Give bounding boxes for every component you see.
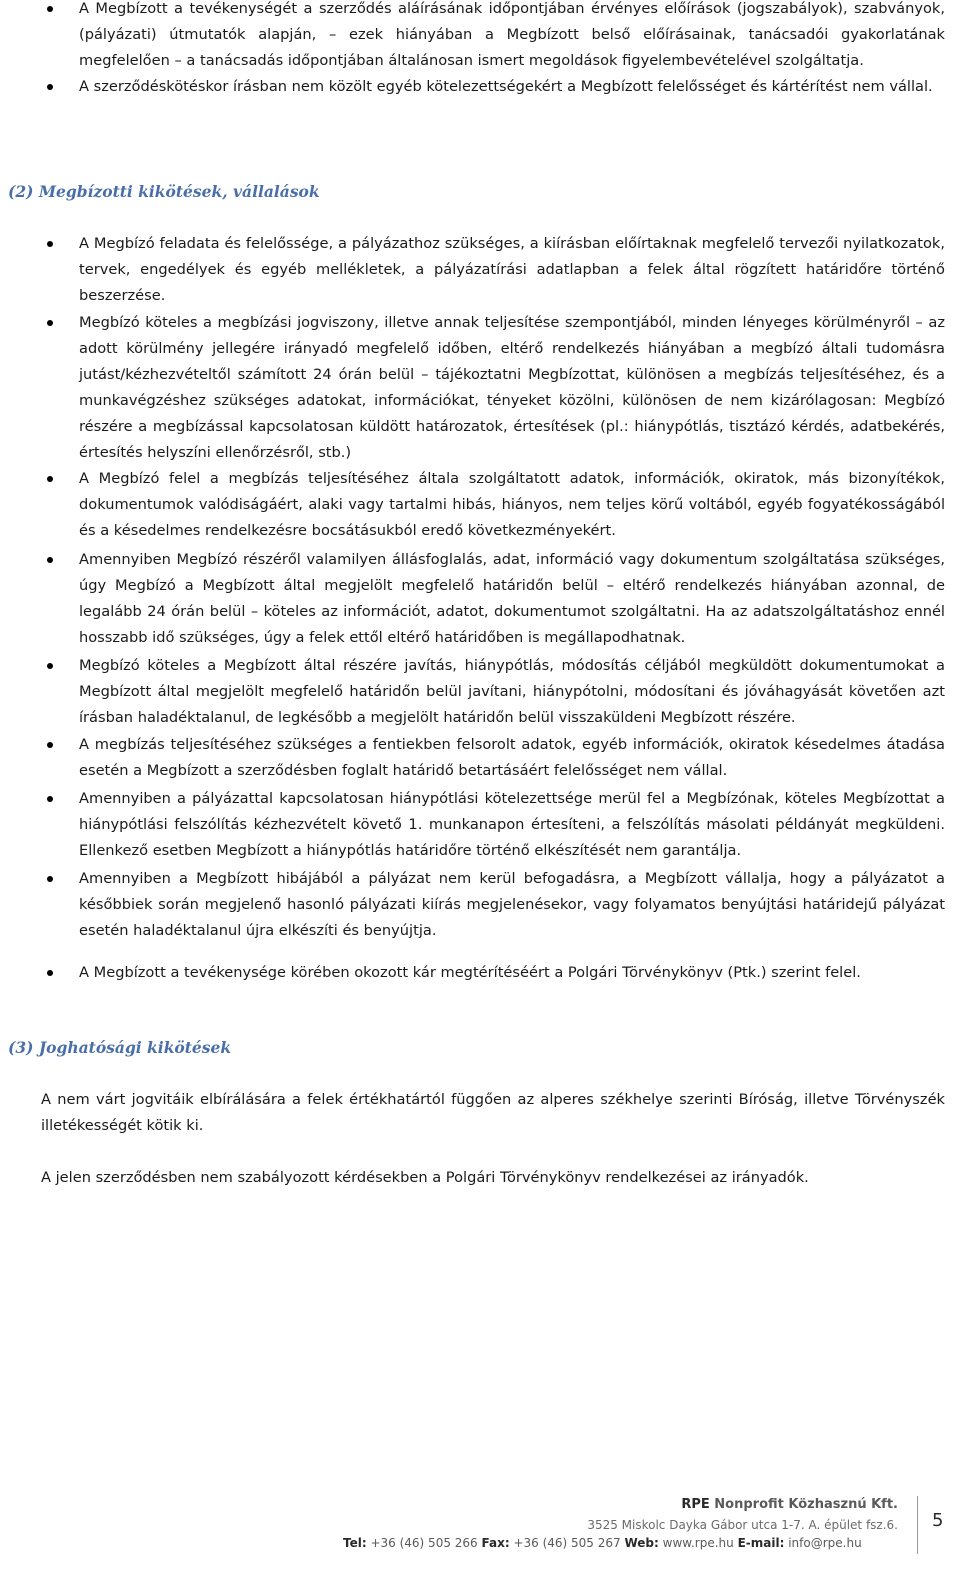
list-item-text: A Megbízó felel a megbízás teljesítéséhez általa szolgáltatott adatok, információk, okiratok, más bizonyítékok, dokumentumok valódiságáért, alaki vagy tartalmi hibás, hiányos, nem teljes körű voltából, egyéb fogyatékosságából és a késedelmes rendelkezésre bocsátásukból eredő következményekért. bbox=[79, 470, 945, 539]
list-item bbox=[79, 653, 945, 731]
list-item-text: A megbízás teljesítéséhez szükséges a fentiekben felsorolt adatok, egyéb információk, okiratok késedelmes átadása esetén a Megbízott a szerződésben foglalt határidő betartásáért felelősséget nem vállal. bbox=[79, 736, 945, 779]
list-item bbox=[79, 231, 945, 309]
list-item bbox=[79, 866, 945, 944]
list-item bbox=[79, 310, 945, 466]
section-heading: (2) Megbízotti kikötések, vállalások bbox=[8, 182, 320, 201]
footer-divider bbox=[917, 1496, 918, 1554]
list-item-text: Amennyiben Megbízó részéről valamilyen állásfoglalás, adat, információ vagy dokumentum szolgáltatása szükséges, úgy Megbízó a Megbízott által megjelölt megfelelő határidőn belül – eltérő rendelkezés hiányában azonnal, de legalább 24 órán belül – köteles az információt, adatot, dokumentumot szolgáltatni. Ha az adatszolgáltatáshoz ennél hosszabb idő szükséges, úgy a felek ettől eltérő határidőben is megállapodhatnak. bbox=[79, 551, 945, 646]
list-item-text: A Megbízó feladata és felelőssége, a pályázathoz szükséges, a kiírásban előírtaknak megfelelő tervezői nyilatkozatok, tervek, engedélyek és egyéb mellékletek, a pályázatírási adatlapban a felek által rögzített határidőre történő beszerzése. bbox=[79, 235, 945, 304]
list-item bbox=[79, 786, 945, 864]
bullet-icon bbox=[47, 320, 53, 326]
list-item-text: Amennyiben a Megbízott hibájából a pályázat nem kerül befogadásra, a Megbízott vállalja, hogy a pályázatot a későbbiek során megjelenő hasonló pályázati kiírás megjelenésekor, vagy folyamatos benyújtási határidejű pályázat esetén haladéktalanul újra elkészíti és benyújtja. bbox=[79, 870, 945, 939]
list-item bbox=[79, 466, 945, 544]
bullet-icon bbox=[47, 557, 53, 563]
list-item-text: Megbízó köteles a megbízási jogviszony, illetve annak teljesítése szempontjából, minden lényeges körülményről – az adott körülmény jellegére irányadó megfelelő időben, eltérő rendelkezés hiányában a megbízó általi tudomásra jutást/kézhezvételtől számított 24 órán belül – tájékoztatni Megbízottat, különösen a megbízás teljesítéséhez, és a munkavégzéshez szükséges adatokat, információkat, tényeket közölni, különösen de nem kizárólagosan: Megbízó részére a megbízással kapcsolatosan küldött határozatok, értesítések (pl.: hiánypótlás, tisztázó kérdés, adatbekérés, értesítés helyszíni ellenőrzésről, stb.) bbox=[79, 314, 945, 461]
bullet-icon bbox=[47, 84, 53, 90]
bullet-icon bbox=[47, 663, 53, 669]
list-item-text: Megbízó köteles a Megbízott által részére javítás, hiánypótlás, módosítás céljából megküldött dokumentumokat a Megbízott által megjelölt megfelelő határidőn belül javítani, hiánypótolni, módosítani és jóváhagyását követően azt írásban haladéktalanul, de legkésőbb a megjelölt határidőn belül visszaküldeni Megbízott részére. bbox=[79, 657, 945, 726]
list-item bbox=[79, 732, 945, 784]
bullet-icon bbox=[47, 970, 53, 976]
list-item bbox=[79, 74, 945, 100]
list-item bbox=[79, 960, 945, 986]
list-item-text: A Megbízott a tevékenysége körében okozott kár megtérítéséért a Polgári Törvénykönyv (Ptk.) szerint felel. bbox=[79, 964, 861, 981]
footer-address: 3525 Miskolc Dayka Gábor utca 1-7. A. épület fsz.6. bbox=[587, 1518, 898, 1532]
paragraph: A nem várt jogvitáik elbírálására a felek értékhatártól függően az alperes székhelye szerinti Bíróság, illetve Törvényszék illetékességét kötik ki. bbox=[41, 1091, 945, 1134]
bullet-icon bbox=[47, 6, 53, 12]
bullet-icon bbox=[47, 241, 53, 247]
list-item-text: Amennyiben a pályázattal kapcsolatosan hiánypótlási kötelezettsége merül fel a Megbízónak, köteles Megbízottat a hiánypótlási felszólítás kézhezvételt követő 1. munkanapon értesíteni, a felszólítás másolati példányát megküldeni. Ellenkező esetben Megbízott a hiánypótlás határidőre történő elkészítését nem garantálja. bbox=[79, 790, 945, 859]
bullet-icon bbox=[47, 796, 53, 802]
list-item-text: A Megbízott a tevékenységét a szerződés aláírásának időpontjában érvényes előírások (jogszabályok), szabványok, (pályázati) útmutatók alapján, – ezek hiányában a Megbízott belső előírásainak, tanácsadói gyakorlatának megfelelően – a tanácsadás időpontjában általánosan ismert megoldások figyelembevételével szolgáltatja. bbox=[79, 0, 945, 69]
bullet-icon bbox=[47, 876, 53, 882]
list-item bbox=[79, 0, 945, 74]
list-item bbox=[79, 547, 945, 651]
list-item-text: A szerződéskötéskor írásban nem közölt egyéb kötelezettségekért a Megbízott felelősséget és kártérítést nem vállal. bbox=[79, 78, 933, 95]
footer-contact: Tel: +36 (46) 505 266 Fax: +36 (46) 505 267 Web: www.rpe.hu E-mail: info@rpe.hu bbox=[343, 1536, 862, 1550]
footer-company: RPE Nonprofit Közhasznú Kft. bbox=[681, 1497, 898, 1512]
section-heading: (3) Joghatósági kikötések bbox=[8, 1038, 232, 1057]
bullet-icon bbox=[47, 476, 53, 482]
paragraph: A jelen szerződésben nem szabályozott kérdésekben a Polgári Törvénykönyv rendelkezései az irányadók. bbox=[41, 1169, 809, 1186]
bullet-icon bbox=[47, 742, 53, 748]
page-number: 5 bbox=[932, 1510, 944, 1531]
